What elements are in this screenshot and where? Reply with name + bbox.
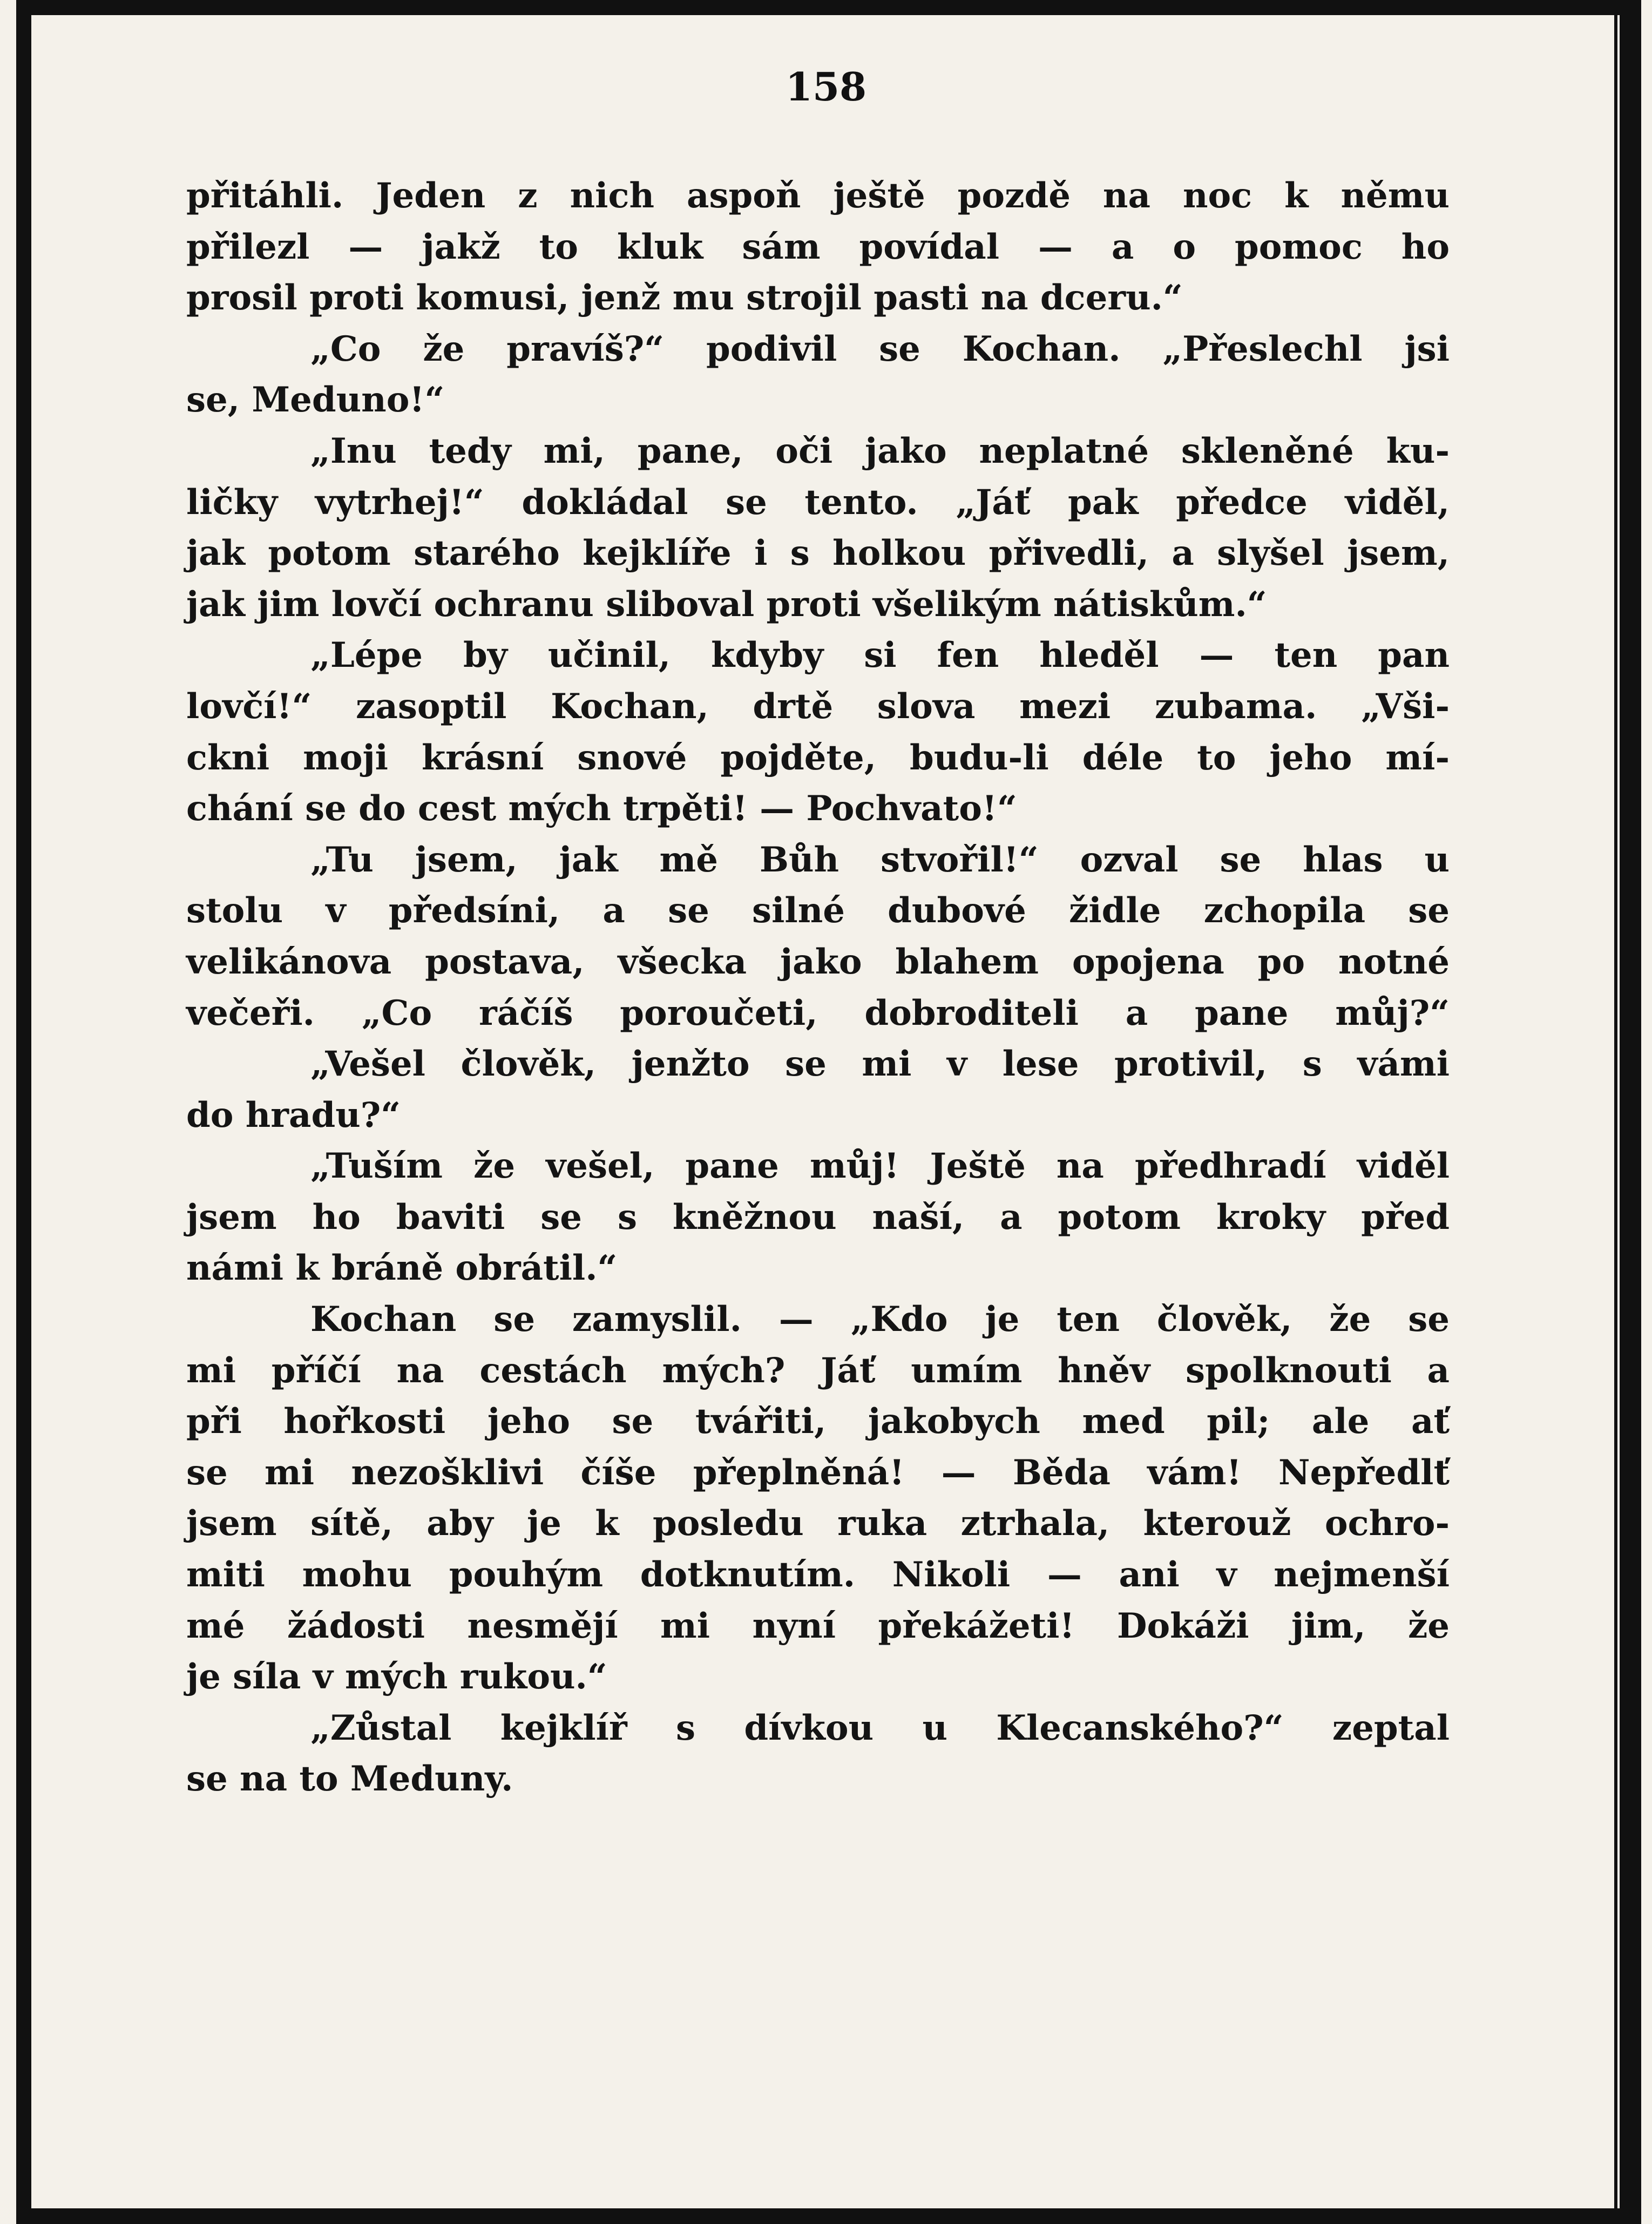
text-line: při hořkosti jeho se tvářiti, jakobych med pil; ale ať xyxy=(186,1401,1450,1442)
text-line: Kochan se zamyslil. — „Kdo je ten člověk, že se xyxy=(310,1299,1450,1340)
text-line: miti mohu pouhým dotknutím. Nikoli — ani v nejmenší xyxy=(186,1554,1450,1596)
text-line: přilezl — jakž to kluk sám povídal — a o pomoc ho xyxy=(186,226,1450,267)
text-line: se, Medunо!“ xyxy=(186,380,445,421)
text-line: jsem sítě, aby je k posledu ruka ztrhala, kterouž ochro- xyxy=(186,1503,1450,1544)
text-line: se na to Meduny. xyxy=(186,1759,513,1800)
text-line: je síla v mých rukou.“ xyxy=(186,1657,607,1698)
text-line: námi k bráně obrátil.“ xyxy=(186,1248,618,1289)
scan-border-left xyxy=(16,0,31,2224)
text-line: ličky vytrhej!“ dokládal se tento. „Jáť pak předce viděl, xyxy=(186,482,1450,523)
text-line: mé žádosti nesmějí mi nyní překážeti! Dokáži jim, že xyxy=(186,1605,1450,1646)
text-line: mi příčí na cestách mých? Jáť umím hněv spolknouti a xyxy=(186,1350,1450,1391)
text-line: přitáhli. Jeden z nich aspoň ještě pozdě na noc k němu xyxy=(186,175,1450,216)
text-line: večeři. „Co ráčíš poroučeti, dobroditeli a pane můj?“ xyxy=(186,992,1450,1033)
text-line: „Lépe by učinil, kdyby si fen hleděl — ten pan xyxy=(310,635,1450,676)
page-number: 158 xyxy=(785,64,867,110)
text-line: „Zůstal kejklíř s dívkou u Klecanského?“ zeptal xyxy=(310,1707,1450,1748)
body-text xyxy=(186,171,1450,1805)
text-line: „Vešel člověk, jenžto se mi v lese protivil, s vámi xyxy=(310,1044,1450,1085)
text-line: velikánova postava, všecka jako blahem opojena po notné xyxy=(186,941,1450,982)
text-line: jak potom starého kejklíře i s holkou přivedli, a slyšel jsem, xyxy=(186,533,1450,574)
text-line: ckni moji krásní snové pojděte, budu-li déle to jeho mí- xyxy=(186,737,1450,778)
text-line: chání se do cest mých trpěti! — Pochvato!“ xyxy=(186,788,1017,829)
scan-border-bottom xyxy=(16,2208,1636,2224)
text-line: do hradu?“ xyxy=(186,1094,401,1135)
scan-border-top xyxy=(16,0,1636,15)
text-line: lovčí!“ zasoptil Kochan, drtě slova mezi zubama. „Vši- xyxy=(186,686,1450,727)
text-line: se mi nezošklivi číše přeplněná! — Běda vám! Nepředlť xyxy=(186,1452,1450,1493)
text-line: prosil proti komusi, jenž mu strojil pasti na dceru.“ xyxy=(186,278,1183,319)
text-line: jsem ho baviti se s kněžnou naší, a potom kroky před xyxy=(186,1197,1450,1238)
text-line: „Co že pravíš?“ podivil se Kochan. „Přeslechl jsi xyxy=(310,328,1450,369)
text-line: jak jim lovčí ochranu sliboval proti všelikým nátiskům.“ xyxy=(186,584,1267,625)
text-line: „Tu jsem, jak mě Bůh stvořil!“ ozval se hlas u xyxy=(310,839,1450,880)
text-line: „Inu tedy mi, pane, oči jako neplatné skleněné ku- xyxy=(310,430,1450,471)
scan-border-right xyxy=(1620,0,1641,2224)
scan-border-right-inner xyxy=(1614,0,1617,2224)
text-line: stolu v předsíni, a se silné dubové židle zchopila se xyxy=(186,890,1450,931)
text-line: „Tuším že vešel, pane můj! Ještě na předhradí viděl xyxy=(310,1146,1450,1187)
